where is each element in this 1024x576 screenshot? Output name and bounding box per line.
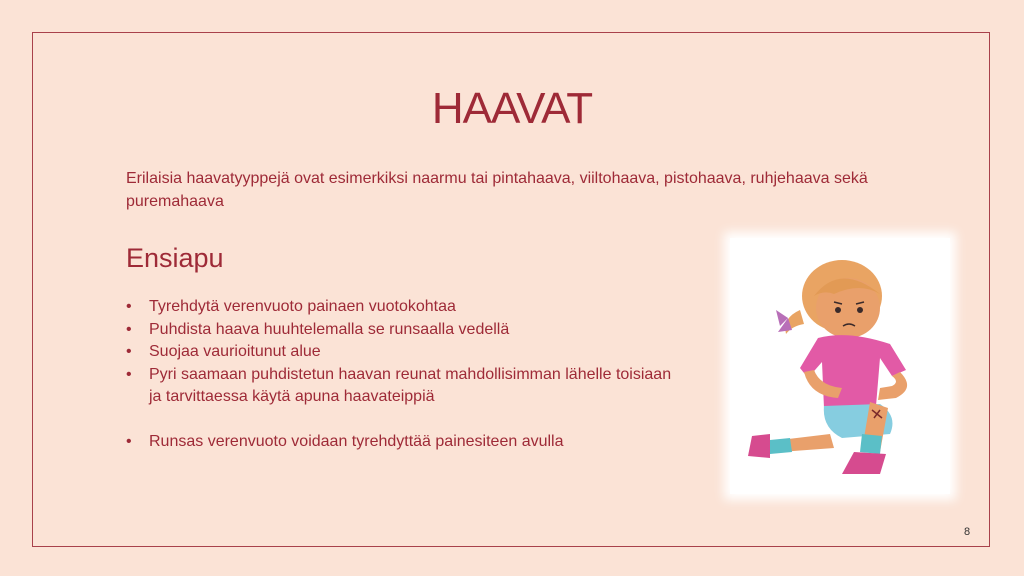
page-number: 8	[964, 526, 971, 538]
slide-title: HAAVAT	[431, 84, 593, 133]
first-aid-list	[126, 296, 686, 453]
list-item: • Runsas verenvuoto voidaan tyrehdyttää painesiteen avulla	[126, 431, 686, 454]
child-drawing-icon	[730, 238, 950, 494]
list-item: • Pyri saamaan puhdistetun haavan reunat mahdollisimman lähelle toisiaan ja tarvittaessa käytä apuna haavateippiä	[126, 364, 686, 409]
section-heading: Ensiapu	[126, 243, 224, 273]
injured-child-illustration	[730, 238, 950, 494]
list-item: • Puhdista haava huuhtelemalla se runsaalla vedellä	[126, 319, 686, 342]
list-item: • Suojaa vaurioitunut alue	[126, 341, 686, 364]
list-item: • Tyrehdytä verenvuoto painaen vuotokohtaa	[126, 296, 686, 319]
intro-text: Erilaisia haavatyyppejä ovat esimerkiksi naarmu tai pintahaava, viiltohaava, pistohaava, ruhjehaava sekä puremahaava	[126, 170, 868, 210]
